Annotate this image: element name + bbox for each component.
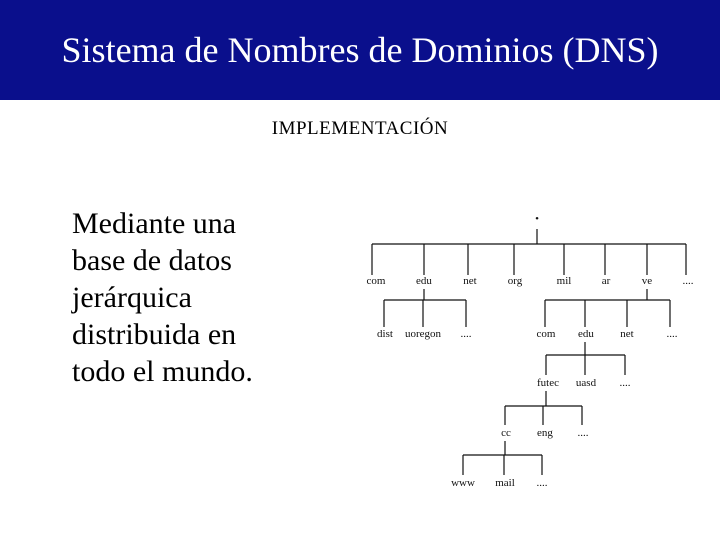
node-more: .... (619, 377, 631, 389)
node-www: www (451, 477, 475, 489)
node-mil: mil (556, 275, 572, 287)
node-com-ve: com (536, 328, 556, 340)
node-net: net (463, 275, 477, 287)
node-futec: futec (537, 377, 559, 389)
node-ve: ve (641, 275, 653, 287)
node-com: com (366, 275, 386, 287)
body-line: jerárquica (72, 281, 192, 314)
node-eng: eng (537, 427, 553, 439)
body-line: base de datos (72, 244, 232, 277)
node-mail: mail (495, 477, 515, 489)
node-edu-ve: edu (578, 328, 594, 340)
node-more: .... (577, 427, 589, 439)
slide-subtitle: IMPLEMENTACIÓN (271, 118, 449, 139)
node-edu: edu (416, 275, 432, 287)
body-line: distribuida en (72, 318, 237, 351)
node-uasd: uasd (575, 377, 597, 389)
body-line: Mediante una (72, 207, 237, 240)
node-ar: ar (601, 275, 611, 287)
slide-title: Sistema de Nombres de Dominios (DNS) (61, 30, 659, 70)
body-line: todo el mundo. (72, 355, 253, 388)
root-node: • (535, 213, 539, 225)
node-more: .... (536, 477, 548, 489)
node-uoregon: uoregon (404, 328, 442, 340)
node-more: .... (460, 328, 472, 340)
node-net-ve: net (620, 328, 634, 340)
node-dist: dist (377, 328, 393, 340)
node-org: org (507, 275, 523, 287)
node-more: .... (666, 328, 678, 340)
node-cc: cc (501, 427, 511, 439)
node-more: .... (682, 275, 694, 287)
